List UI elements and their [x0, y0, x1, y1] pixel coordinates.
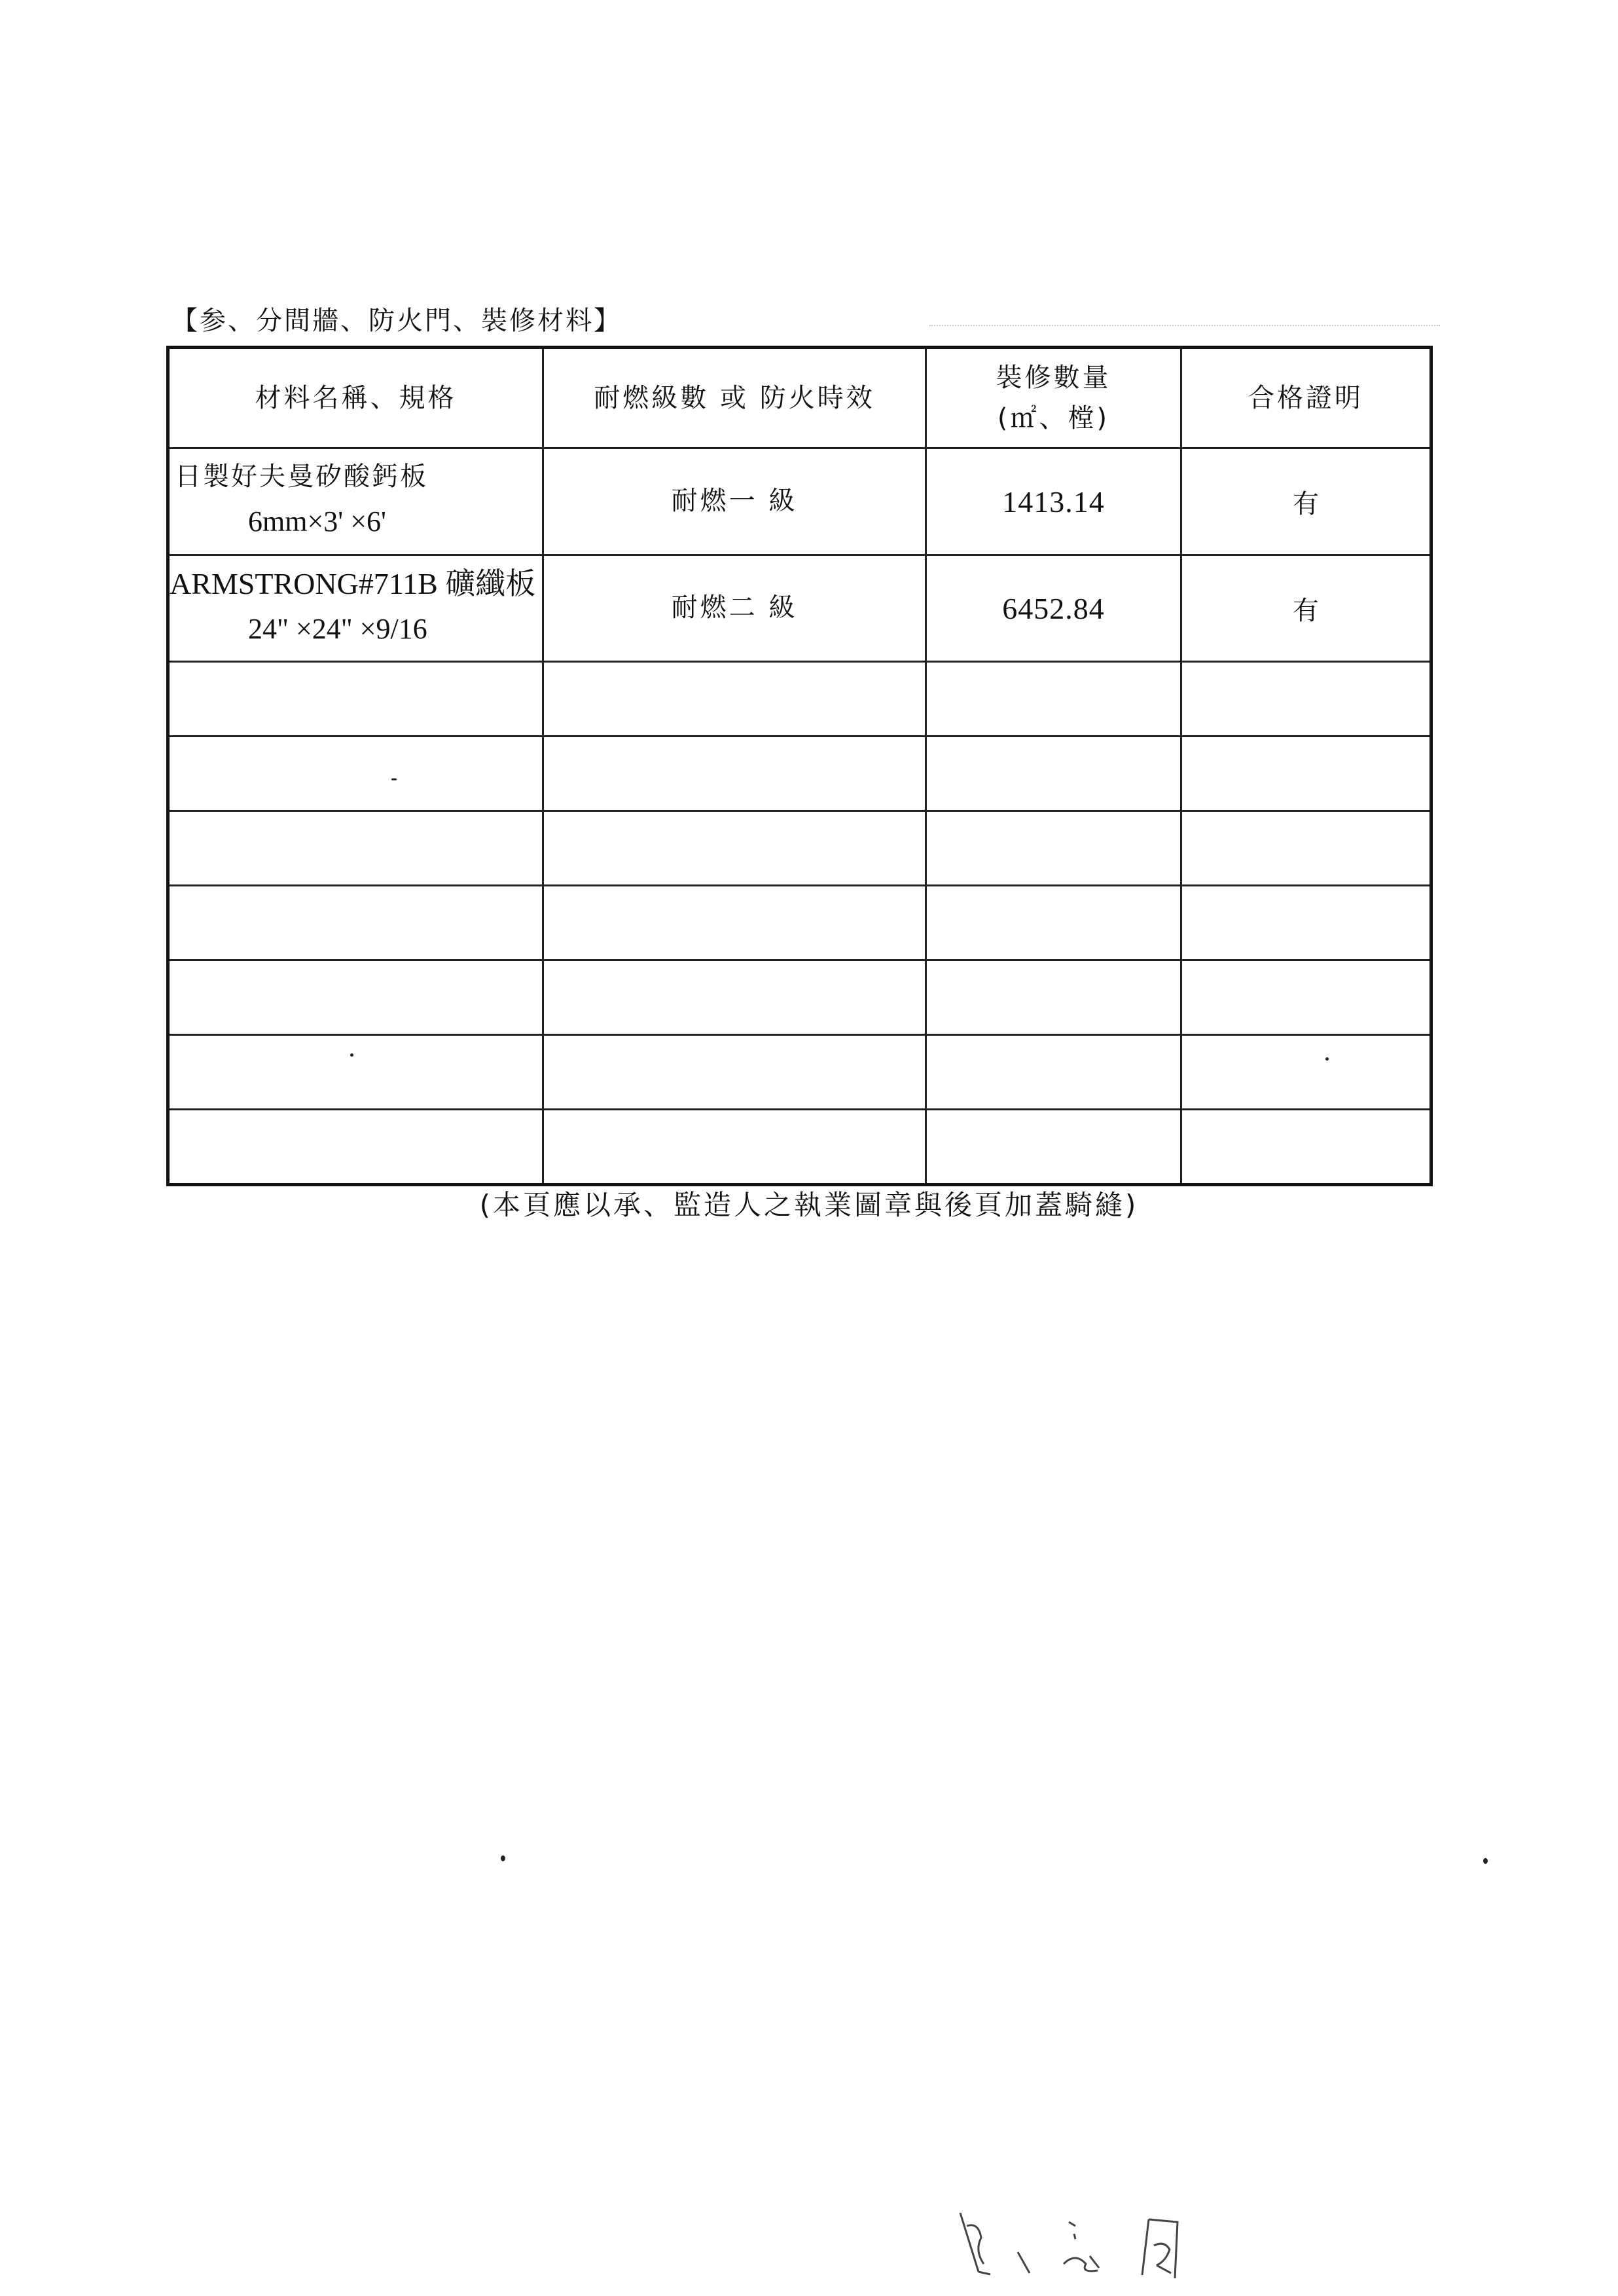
- empty-cell: [168, 811, 543, 886]
- material-name: 日製好夫曼矽酸鈣板: [175, 462, 428, 492]
- empty-table-row: [168, 1035, 1431, 1110]
- scan-speck: [1483, 1858, 1488, 1864]
- empty-cell: [1181, 886, 1431, 960]
- certificate-cell: 有: [1181, 448, 1431, 555]
- quantity-cell: 6452.84: [926, 555, 1181, 662]
- empty-cell: [168, 886, 543, 960]
- certificate-cell: 有: [1181, 555, 1431, 662]
- empty-cell: [543, 886, 926, 960]
- empty-cell: [168, 960, 543, 1035]
- empty-cell: [168, 1035, 543, 1110]
- header-material-name: 材料名稱、規格: [168, 348, 543, 448]
- empty-cell: [1181, 960, 1431, 1035]
- scan-speck: [350, 1053, 353, 1057]
- empty-cell: [926, 1035, 1181, 1110]
- empty-cell: [926, 886, 1181, 960]
- empty-table-row: [168, 960, 1431, 1035]
- table-row: [168, 555, 1431, 662]
- header-fire-rating: 耐燃級數 或 防火時效: [543, 348, 926, 448]
- header-certificate: 合格證明: [1181, 348, 1431, 448]
- empty-cell: [168, 662, 543, 737]
- empty-cell: [1181, 1110, 1431, 1185]
- empty-cell: [1181, 811, 1431, 886]
- empty-table-row: [168, 737, 1431, 811]
- material-name: ARMSTRONG#711B 礦纖板: [170, 567, 536, 600]
- header-quantity-unit: (㎡、樘): [997, 403, 1110, 433]
- footer-note: (本頁應以承、監造人之執業圖章與後頁加蓋騎縫): [479, 1189, 1139, 1221]
- empty-table-row: [168, 811, 1431, 886]
- empty-cell: [926, 960, 1181, 1035]
- empty-cell: [926, 1110, 1181, 1185]
- quantity-cell: 1413.14: [926, 448, 1181, 555]
- empty-cell: [926, 737, 1181, 811]
- scan-speck: [1325, 1057, 1329, 1061]
- empty-cell: [543, 737, 926, 811]
- empty-cell: [543, 811, 926, 886]
- empty-cell: [168, 1110, 543, 1185]
- empty-cell: [1181, 1035, 1431, 1110]
- materials-table: [166, 346, 1433, 1186]
- material-spec: 24" ×24" ×9/16: [248, 613, 427, 645]
- empty-cell: [543, 960, 926, 1035]
- faint-scan-line: [929, 325, 1440, 326]
- fire-rating-cell: 耐燃一 級: [543, 448, 926, 555]
- seal-stamp-mark: [952, 2206, 1214, 2285]
- scan-speck: [501, 1855, 505, 1861]
- empty-table-row: [168, 1110, 1431, 1185]
- table-row: [168, 448, 1431, 555]
- material-spec: 6mm×3' ×6': [248, 505, 386, 538]
- empty-table-row: [168, 886, 1431, 960]
- empty-cell: [1181, 737, 1431, 811]
- header-quantity-label: 裝修數量: [996, 363, 1111, 393]
- header-quantity: [926, 348, 1181, 448]
- scan-speck: [391, 778, 397, 780]
- empty-cell: [926, 811, 1181, 886]
- empty-cell: [926, 662, 1181, 737]
- material-name-cell: [168, 555, 543, 662]
- fire-rating-cell: 耐燃二 級: [543, 555, 926, 662]
- section-heading: 【参、分間牆、防火門、裝修材料】: [171, 306, 622, 336]
- empty-cell: [1181, 662, 1431, 737]
- empty-table-row: [168, 662, 1431, 737]
- empty-rows: [168, 662, 1431, 1185]
- empty-cell: [543, 662, 926, 737]
- material-name-cell: [168, 448, 543, 555]
- table-header-row: [168, 348, 1431, 448]
- empty-cell: [168, 737, 543, 811]
- empty-cell: [543, 1035, 926, 1110]
- empty-cell: [543, 1110, 926, 1185]
